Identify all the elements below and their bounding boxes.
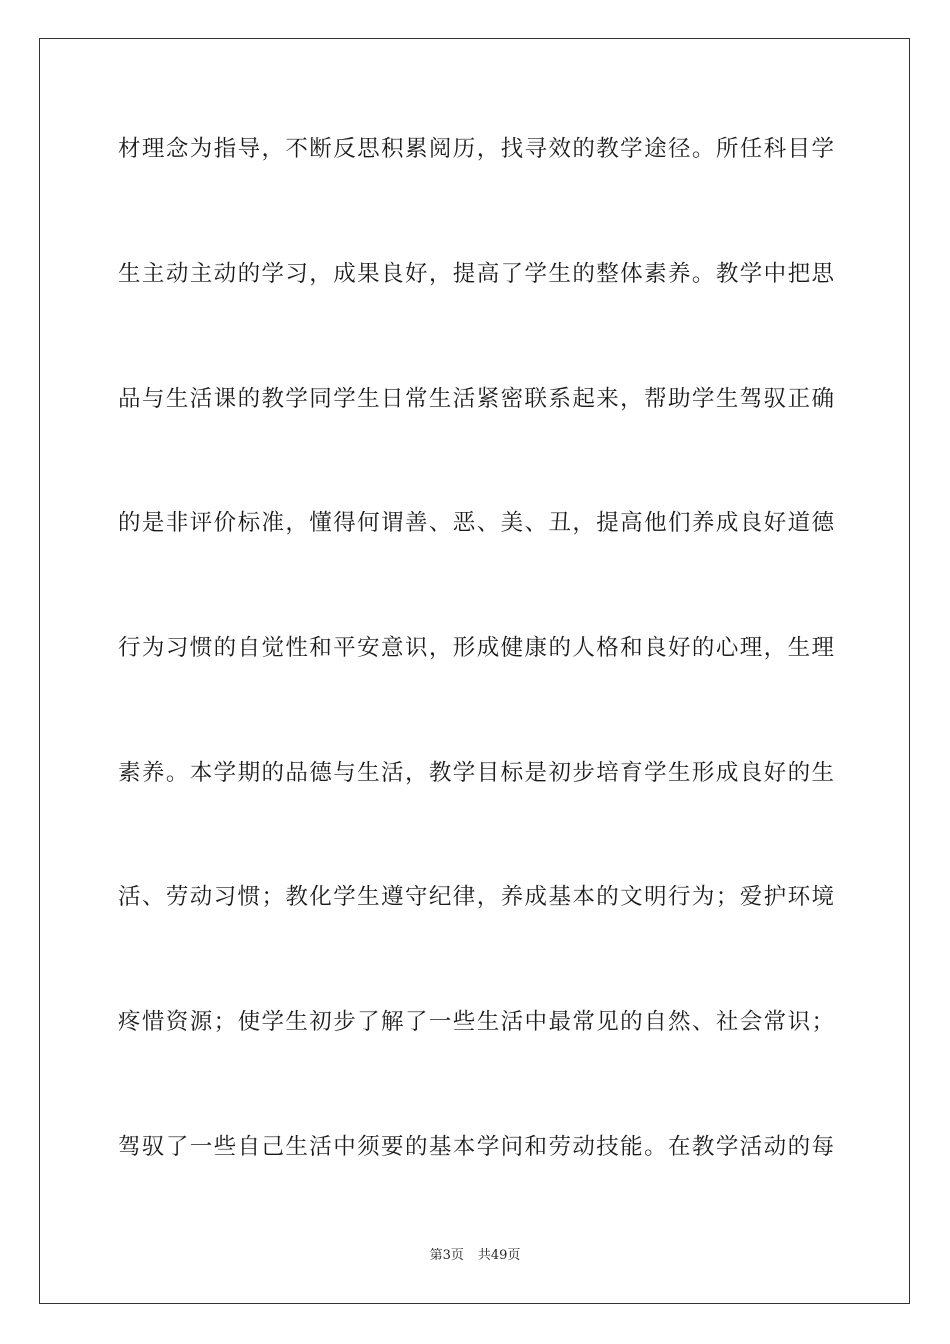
text-line: 素养。本学期的品德与生活，教学目标是初步培育学生形成良好的生 [118, 760, 834, 786]
text-line: 材理念为指导，不断反思积累阅历，找寻效的教学途径。所任科目学 [118, 136, 834, 162]
page-border [39, 38, 910, 1304]
page-footer [0, 1247, 950, 1265]
text-line: 活、劳动习惯；教化学生遵守纪律，养成基本的文明行为；爱护环境 [118, 884, 834, 910]
text-line: 驾驭了一些自己生活中须要的基本学问和劳动技能。在教学活动的每 [118, 1134, 834, 1160]
text-line: 生主动主动的学习，成果良好，提高了学生的整体素养。教学中把思 [118, 261, 834, 287]
page-number: 第3页 [429, 1248, 464, 1263]
total-pages: 共49页 [477, 1248, 521, 1263]
text-line: 行为习惯的自觉性和平安意识，形成健康的人格和良好的心理，生理 [118, 635, 834, 661]
text-line: 品与生活课的教学同学生日常生活紧密联系起来，帮助学生驾驭正确 [118, 386, 834, 412]
text-line: 疼惜资源；使学生初步了解了一些生活中最常见的自然、社会常识； [118, 1009, 834, 1035]
text-line: 的是非评价标准，懂得何谓善、恶、美、丑，提高他们养成良好道德 [118, 510, 834, 536]
